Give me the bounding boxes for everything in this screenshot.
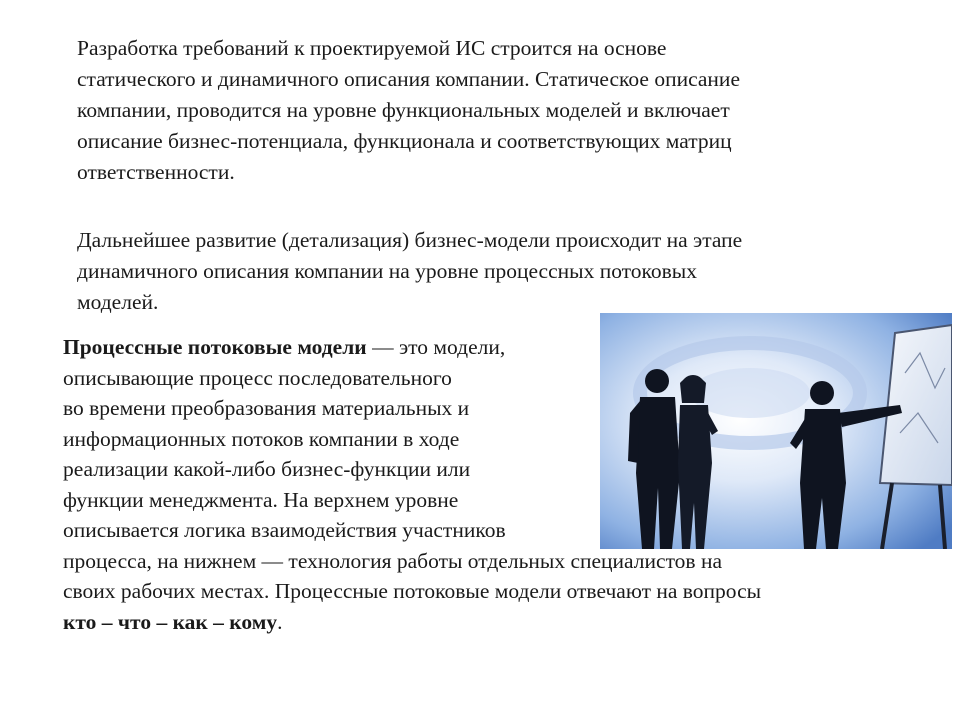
text-line: ответственности. [77, 160, 235, 184]
text-line: Дальнейшее развитие (детализация) бизнес-модели происходит на этапе [77, 228, 743, 252]
text-line: процесса, на нижнем — технология работы отдельных специалистов на [63, 548, 723, 573]
text-line: статического и динамичного описания компании. Статическое описание [77, 67, 740, 91]
text-line: описание бизнес-потенциала, функционала и соответствующих матриц [77, 129, 732, 153]
text-line: компании, проводится на уровне функциональных моделей и включает [77, 98, 730, 122]
text-line [63, 607, 943, 638]
questions-bold: кто – что – как – кому [63, 609, 278, 634]
text-line: во времени преобразования материальных и [63, 396, 470, 420]
text-line: моделей. [77, 290, 159, 314]
text-line [63, 332, 943, 363]
closing-period: . [277, 609, 283, 634]
text-line: динамичного описания компании на уровне процессных потоковых [77, 259, 697, 283]
text-line: Разработка требований к проектируемой ИС строится на основе [77, 36, 667, 60]
text-line: описывается логика взаимодействия участников [63, 518, 506, 542]
paragraph-dynamic-description [77, 225, 937, 318]
paragraph-process-models [63, 332, 943, 637]
text-line: своих рабочих местах. Процессные потоковые модели отвечают на вопросы [63, 579, 762, 603]
text-line: информационных потоков компании в ходе [63, 426, 460, 451]
paragraph-static-description [77, 33, 937, 188]
term-definition-start: — это модели, [366, 335, 506, 359]
text-line: реализации какой-либо бизнес-функции или [63, 457, 471, 481]
text-line: описывающие процесс последовательного [63, 365, 452, 390]
text-line: функции менеджмента. На верхнем уровне [63, 487, 459, 512]
term-bold: Процессные потоковые модели [63, 335, 367, 359]
